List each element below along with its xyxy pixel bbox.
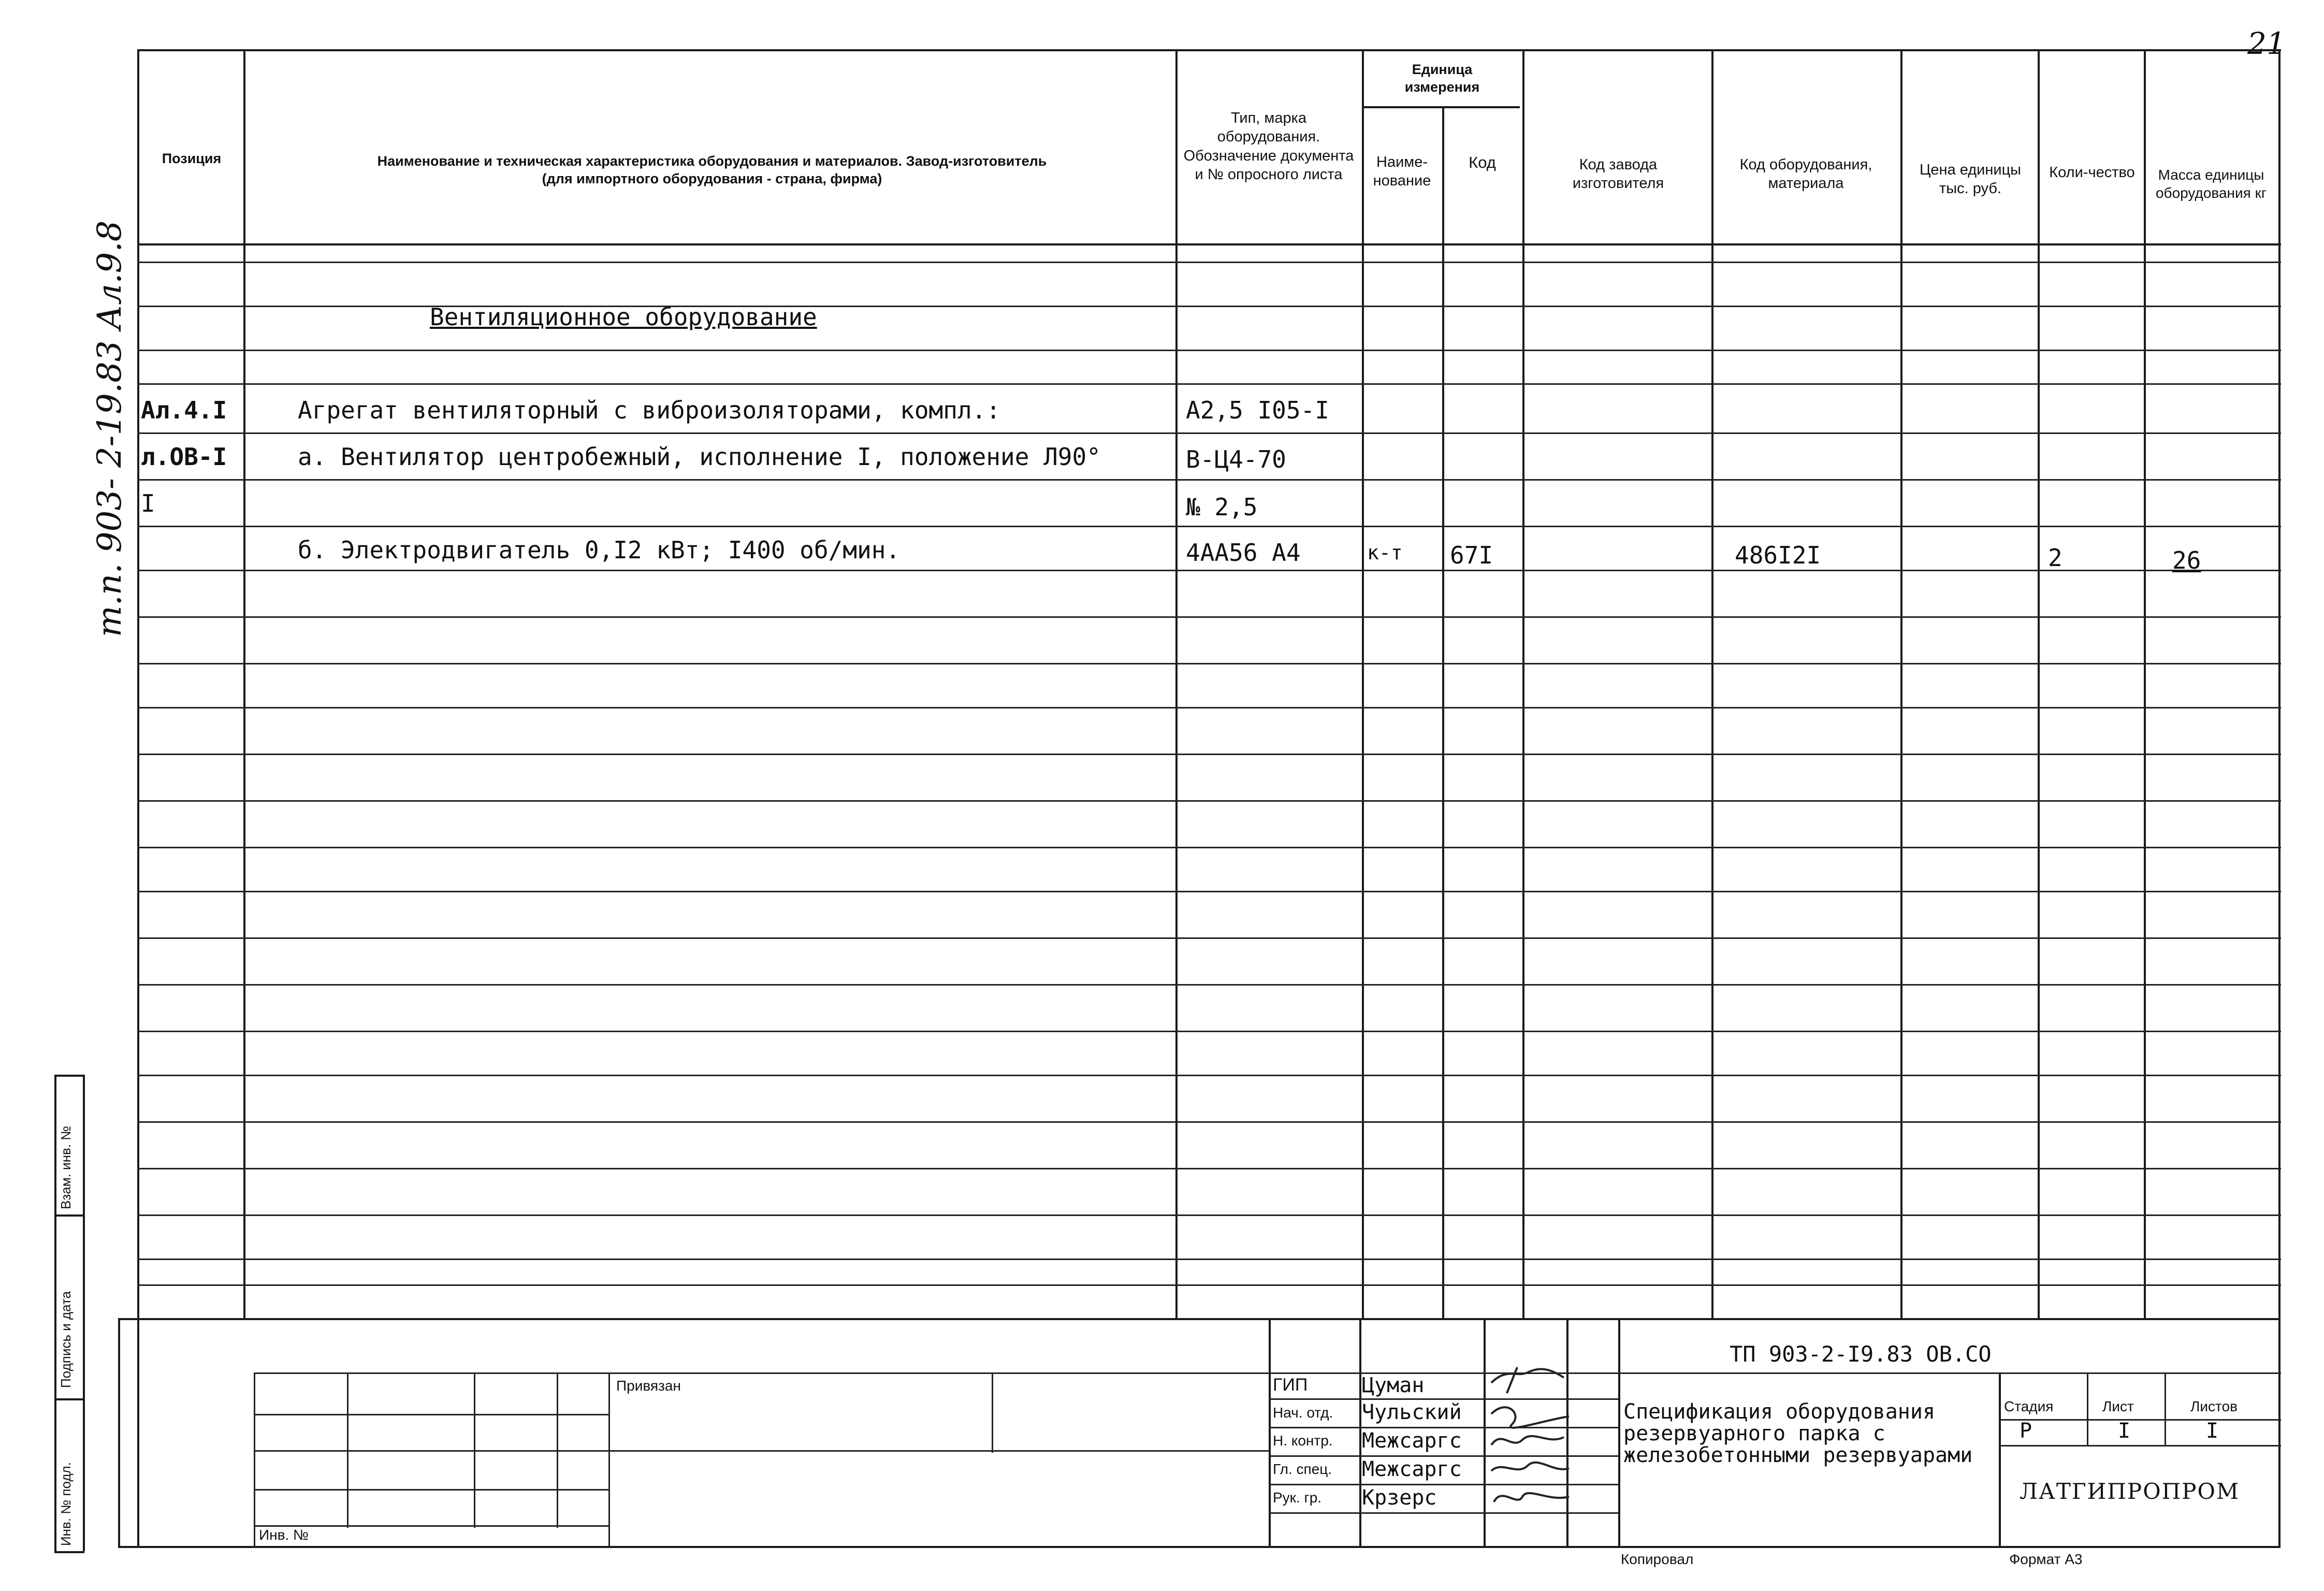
row-qty: 2 — [2048, 544, 2062, 572]
sheet-label: Лист — [2102, 1398, 2134, 1414]
header-factory-code: Код завода изготовителя — [1572, 156, 1664, 192]
signature-marks — [1486, 1347, 1590, 1523]
row-type: 4АА56 А4 — [1186, 539, 1301, 567]
page-number: 21 — [2247, 26, 2286, 61]
format-label: Формат А3 — [2009, 1551, 2083, 1567]
inv-no-label: Инв. № — [259, 1527, 309, 1543]
stage-label: Стадия — [2004, 1398, 2054, 1414]
header-position: Позиция — [162, 151, 222, 166]
privyazan-label: Привязан — [616, 1378, 681, 1394]
role-gip: ГИП — [1273, 1375, 1308, 1395]
stage-value: Р — [2020, 1419, 2032, 1443]
sheets-label: Листов — [2190, 1398, 2238, 1414]
header-unit-group: Единица измерения — [1404, 62, 1480, 95]
role-ruk-gr: Рук. гр. — [1273, 1489, 1322, 1506]
section-title: Вентиляционное оборудование — [430, 303, 817, 331]
sheet-value: I — [2118, 1419, 2131, 1443]
sheets-value: I — [2206, 1419, 2219, 1443]
doc-title: Спецификация оборудования резервуарного парка с железобетонными резервуарами — [1623, 1400, 1973, 1467]
row-name: б. Электродвигатель 0,I2 кВт; I400 об/мин. — [298, 536, 900, 564]
header-mass: Масса единицы оборудования кг — [2155, 167, 2267, 201]
role-n-kontr: Н. контр. — [1273, 1433, 1333, 1449]
side-document-label: т.п. 903- 2-19.83 Ал.9.8 — [91, 220, 129, 637]
header-price: Цена единицы тыс. руб. — [1919, 162, 2022, 197]
header-qty: Коли-чество — [2049, 164, 2135, 181]
row-equipment-code: 486I2I — [1735, 541, 1821, 569]
row-type: № 2,5 — [1186, 493, 1258, 521]
row-type: В-Ц4-70 — [1186, 445, 1286, 473]
row-unit: к-т — [1367, 541, 1403, 564]
name-gip: Цуман — [1362, 1373, 1425, 1397]
sign-date-label: Подпись и дата — [58, 1291, 74, 1388]
role-nach-otd: Нач. отд. — [1273, 1405, 1333, 1421]
vzam-inv-label: Взам. инв. № — [58, 1125, 74, 1209]
row-mass: 26 — [2172, 546, 2201, 574]
row-code: 67I — [1450, 541, 1493, 569]
header-equipment-code: Код оборудования, материала — [1739, 156, 1872, 192]
name-nach-otd: Чульский — [1362, 1400, 1462, 1424]
name-gl-spec: Межсаргс — [1362, 1457, 1462, 1481]
row-type: А2,5 I05-I — [1186, 396, 1329, 424]
org-name: ЛАТГИПРОПРОМ — [2020, 1479, 2240, 1504]
header-name: Наименование и техническая характеристика оборудования и материалов. Завод-изготовитель (для импортного оборудования - страна, фирма) — [377, 153, 1047, 186]
row-position: I — [141, 489, 155, 517]
row-name: Агрегат вентиляторный с виброизоляторами, компл.: — [298, 396, 1001, 424]
header-unit-name: Наиме-нование — [1373, 154, 1431, 190]
row-position: Ал.4.I — [141, 396, 227, 424]
row-name: а. Вентилятор центробежный, исполнение I, положение Л90° — [298, 443, 1101, 471]
row-position: л.ОВ-I — [141, 443, 227, 471]
name-ruk-gr: Крзерс — [1362, 1486, 1437, 1510]
inv-podl-label: Инв. № подл. — [58, 1462, 74, 1546]
header-type-mark: Тип, марка оборудования. Обозначение документа и № опросного листа — [1183, 110, 1354, 183]
role-gl-spec: Гл. спец. — [1273, 1461, 1332, 1477]
name-n-kontr: Межсаргс — [1362, 1429, 1462, 1453]
copied-label: Копировал — [1621, 1551, 1694, 1567]
header-unit-code: Код — [1469, 153, 1496, 171]
doc-code: ТП 903-2-I9.83 ОВ.СО — [1730, 1341, 1992, 1367]
